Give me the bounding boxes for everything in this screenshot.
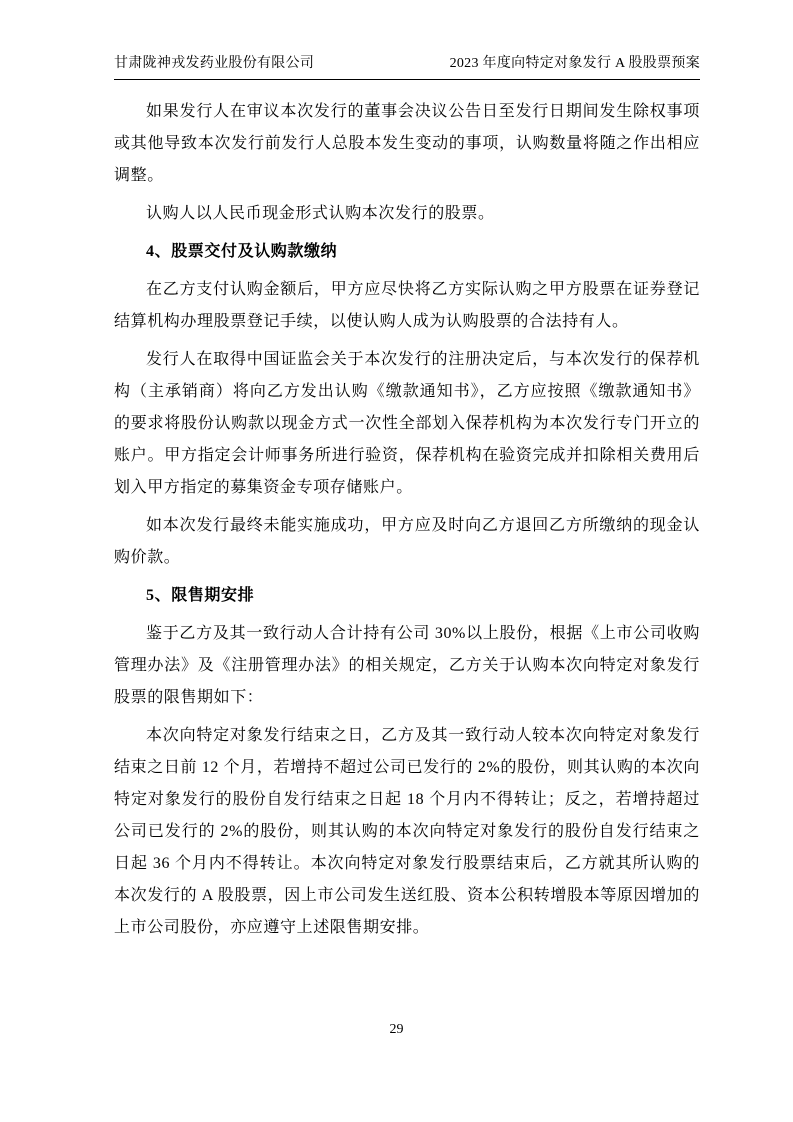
paragraph-lockup-basis: 鉴于乙方及其一致行动人合计持有公司 30%以上股份，根据《上市公司收购管理办法》及《注册管理办法》的相关规定，乙方关于认购本次向特定对象发行股票的限售期如下： bbox=[114, 625, 700, 706]
paragraph-adjustment-clause: 如果发行人在审议本次发行的董事会决议公告日至发行日期间发生除权事项或其他导致本次发行前发行人总股本发生变动的事项，认购数量将随之作出相应调整。 bbox=[114, 103, 700, 184]
paragraph-share-registration: 在乙方支付认购金额后，甲方应尽快将乙方实际认购之甲方股票在证券登记结算机构办理股票登记手续，以使认购人成为认购股票的合法持有人。 bbox=[114, 281, 700, 330]
document-body bbox=[114, 80, 700, 944]
paragraph-cash-subscription: 认购人以人民币现金形式认购本次发行的股票。 bbox=[146, 205, 495, 222]
paragraph-refund-clause: 如本次发行最终未能实施成功，甲方应及时向乙方退回乙方所缴纳的现金认购价款。 bbox=[114, 517, 700, 566]
header-company-name: 甘肃陇神戎发药业股份有限公司 bbox=[114, 56, 315, 71]
header-doc-title: 2023 年度向特定对象发行 A 股股票预案 bbox=[449, 56, 700, 71]
section-heading-5-lockup-period: 5、限售期安排 bbox=[146, 587, 255, 604]
page-header bbox=[114, 55, 700, 80]
section-heading-4-share-delivery: 4、股票交付及认购款缴纳 bbox=[146, 243, 338, 260]
paragraph-lockup-terms: 本次向特定对象发行结束之日，乙方及其一致行动人较本次向特定对象发行结束之日前 12 个月，若增持不超过公司已发行的 2%的股份，则其认购的本次向特定对象发行的股份自发行结束之日起 18 个月内不得转让；反之，若增持超过公司已发行的 2%的股份，则其认购的本次向特定对象发行的股份自发行结束之日起 36 个月内不得转让。本次向特定对象发行股票结束后，乙方就其所认购的本次发行的 A 股股票，因上市公司发生送红股、资本公积转增股本等原因增加的上市公司股份，亦应遵守上述限售期安排。 bbox=[114, 727, 700, 936]
page-footer bbox=[0, 1020, 793, 1040]
page-number: 29 bbox=[389, 1022, 404, 1037]
paragraph-payment-notice: 发行人在取得中国证监会关于本次发行的注册决定后，与本次发行的保荐机构（主承销商）将向乙方发出认购《缴款通知书》，乙方应按照《缴款通知书》的要求将股份认购款以现金方式一次性全部划入保荐机构为本次发行专门开立的账户。甲方指定会计师事务所进行验资，保荐机构在验资完成并扣除相关费用后划入甲方指定的募集资金专项存储账户。 bbox=[114, 351, 700, 496]
